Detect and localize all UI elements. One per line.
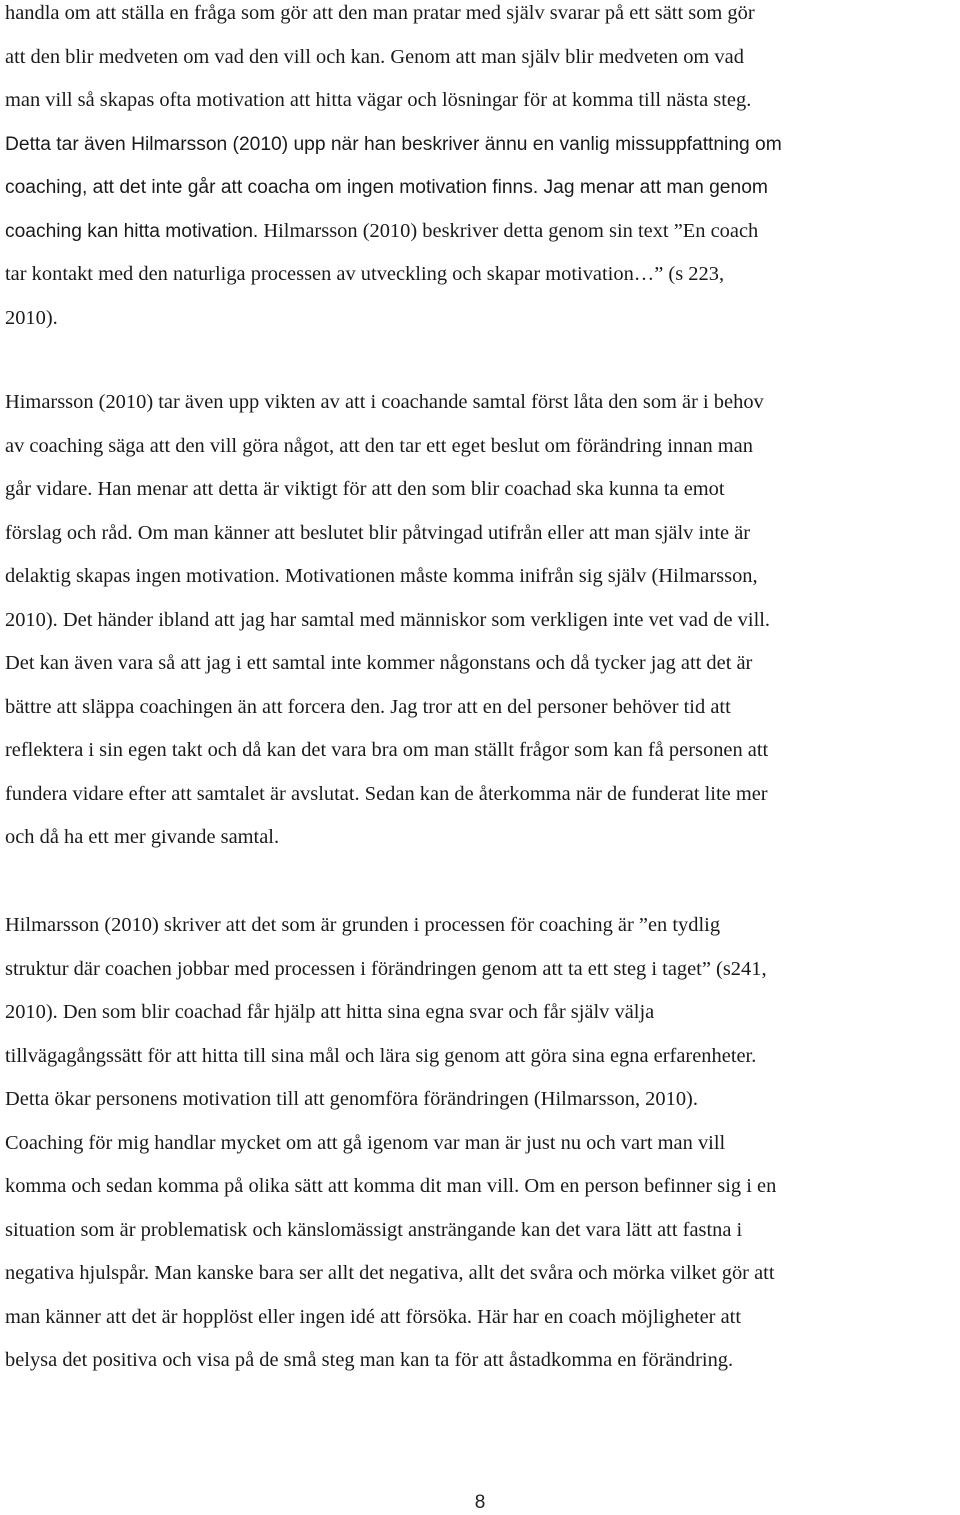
text-line: bättre att släppa coachingen än att forcera den. Jag tror att en del personer behöver tid att [5,695,731,718]
text-line: situation som är problematisk och känslomässigt ansträngande kan det vara lätt att fastna i [5,1218,743,1241]
text-line: 2010). Den som blir coachad får hjälp att hitta sina egna svar och får själv välja [5,1001,655,1023]
text-line: Coaching för mig handlar mycket om att gå igenom var man är just nu och vart man vill [5,1131,726,1154]
text-line: man vill så skapas ofta motivation att hitta vägar och lösningar för at komma till nästa steg. [5,89,752,111]
paragraph-2 [5,381,960,860]
text-line: negativa hjulspår. Man kanske bara ser allt det negativa, allt det svåra och mörka vilket gör att [5,1262,775,1284]
text-line: coaching, att det inte går att coacha om ingen motivation finns. Jag menar att man genom [5,177,768,198]
text-line: tillvägagångssätt för att hitta till sina mål och lära sig genom att göra sina egna erfarenheter. [5,1044,757,1067]
text-line: delaktig skapas ingen motivation. Motivationen måste komma inifrån sig själv (Hilmarsson, [5,565,758,587]
text-line: Himarsson (2010) tar även upp vikten av att i coachande samtal först låta den som är i behov [5,391,764,413]
text-line: av coaching säga att den vill göra något, att den tar ett eget beslut om förändring innan man [5,434,753,457]
text-line: 2010). Det händer ibland att jag har samtal med människor som verkligen inte vet vad de vill. [5,608,771,631]
text-line: handla om att ställa en fråga som gör att den man pratar med själv svarar på ett sätt som gör [5,2,755,24]
text-line-serif-part: Hilmarsson (2010) beskriver detta genom sin text ”En coach [258,219,759,242]
text-line: belysa det positiva och visa på de små steg man kan ta för att åstadkomma en förändring. [5,1349,734,1371]
text-line: Detta ökar personens motivation till att genomföra förändringen (Hilmarsson, 2010). [5,1088,698,1110]
text-line: Detta tar även Hilmarsson (2010) upp när han beskriver ännu en vanlig missuppfattning om [5,133,782,155]
text-line [5,210,957,254]
text-line: går vidare. Han menar att detta är viktigt för att den som blir coachad ska kunna ta emot [5,478,725,500]
text-line: Hilmarsson (2010) skriver att det som är grunden i processen för coaching är ”en tydlig [5,914,721,936]
text-line: fundera vidare efter att samtalet är avslutat. Sedan kan de återkomma när de funderat lite mer [5,782,768,805]
page-number: 8 [474,1492,486,1513]
text-line: att den blir medveten om vad den vill och kan. Genom att man själv blir medveten om vad [5,45,744,68]
text-line: komma och sedan komma på olika sätt att komma dit man vill. Om en person befinner sig i en [5,1175,777,1197]
paragraph-1 [5,0,960,340]
paragraph-3 [5,904,960,1383]
text-line: man känner att det är hopplöst eller ingen idé att försöka. Här har en coach möjligheter att [5,1305,742,1328]
text-line: och då ha ett mer givande samtal. [5,826,280,848]
text-line-sans-part: coaching kan hitta motivation. [5,220,259,242]
text-line: förslag och råd. Om man känner att beslutet blir påtvingad utifrån eller att man själv inte är [5,521,751,544]
text-line: struktur där coachen jobbar med processen i förändringen genom att ta ett steg i taget” (s241, [5,957,767,980]
text-line: Det kan även vara så att jag i ett samtal inte kommer någonstans och då tycker jag att det är [5,652,753,674]
text-line: 2010). [5,306,58,329]
text-line: tar kontakt med den naturliga processen av utveckling och skapar motivation…” (s 223, [5,263,725,285]
text-line: reflektera i sin egen takt och då kan det vara bra om man ställt frågor som kan få personen att [5,739,769,761]
